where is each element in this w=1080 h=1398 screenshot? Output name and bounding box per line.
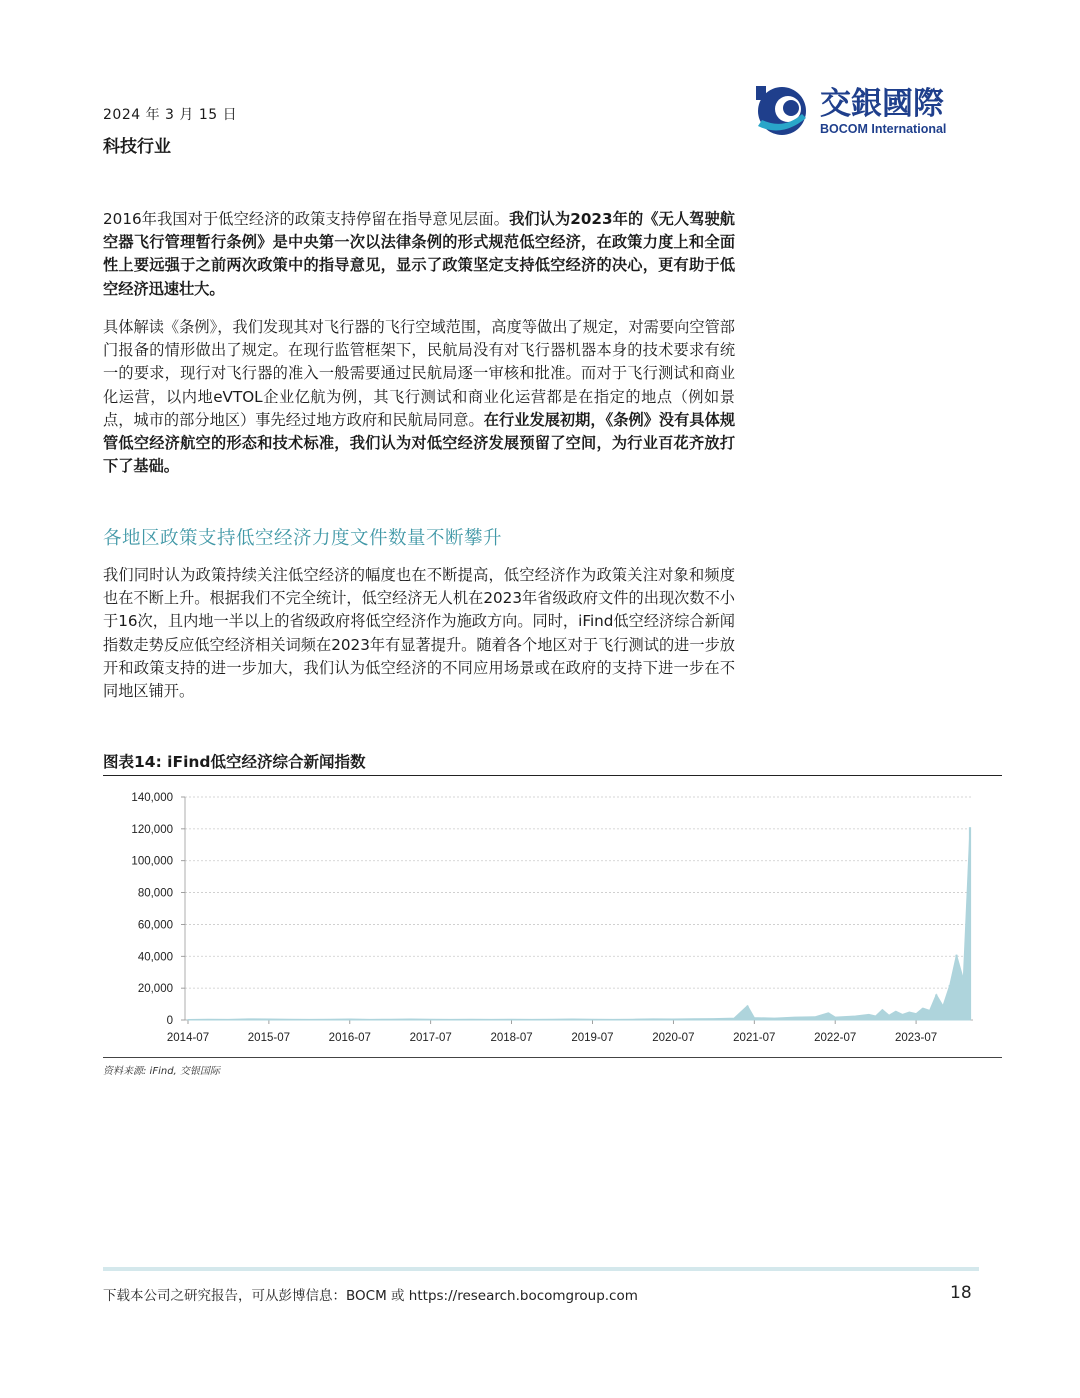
- paragraph-1-bold: 我们认为2023年的《无人驾驶航空器飞行管理暂行条例》是中央第一次以法律条例的形式规范低空经济，在政策力度上和全面性上要远强于之前两次政策中的指导意见，显示了政策坚定支持低空经济的决心，更有助于低空经济迅速壮大。: [103, 210, 735, 298]
- chart-source: 资料来源: iFind, 交银国际: [103, 1066, 220, 1077]
- section-heading: 各地区政策支持低空经济力度文件数量不断攀升: [103, 528, 503, 549]
- logo-cn-text: 交銀國際: [820, 86, 944, 121]
- industry-label: 科技行业: [103, 137, 171, 157]
- y-tick-label: 40,000: [137, 951, 173, 964]
- logo-en-text: BOCOM International: [820, 122, 947, 136]
- paragraph-policy-intro: [103, 208, 735, 301]
- series-area: [188, 827, 970, 1020]
- x-tick-label: 2019-07: [571, 1032, 614, 1044]
- x-tick-label: 2017-07: [409, 1032, 452, 1044]
- paragraph-2-text: 具体解读《条例》，我们发现其对飞行器的飞行空域范围，高度等做出了规定，对需要向空管部门报备的情形做出了规定。在现行监管框架下，民航局没有对飞行器机器本身的技术要求有统一的要求，现行对飞行器的准入一般需要通过民航局逐一审核和批准。而对于飞行测试和商业化运营，以内地eVTOL企业亿航为例，其飞行测试和商业化运营都是在指定的地点（例如景点，城市的部分地区）事先经过地方政府和民航局同意。: [103, 318, 735, 429]
- chart-y-axis: [131, 792, 185, 1027]
- chart-x-axis: [167, 1020, 973, 1044]
- y-tick-label: 60,000: [137, 919, 173, 932]
- y-tick-label: 20,000: [137, 983, 173, 996]
- x-tick-label: 2021-07: [733, 1032, 776, 1044]
- x-tick-label: 2022-07: [814, 1032, 857, 1044]
- y-tick-label: 80,000: [137, 887, 173, 900]
- footer-download-note: 下载本公司之研究报告，可从彭博信息：BOCM 或 https://research.bocomgroup.com: [103, 1288, 638, 1304]
- y-tick-label: 100,000: [131, 855, 173, 868]
- x-tick-label: 2016-07: [328, 1032, 371, 1044]
- paragraph-regional-policy: 我们同时认为政策持续关注低空经济的幅度也在不断提高，低空经济作为政策关注对象和频度也在不断上升。根据我们不完全统计，低空经济无人机在2023年省级政府文件的出现次数不小于16次，且内地一半以上的省级政府将低空经济作为施政方向。同时，iFind低空经济综合新闻指数走势反应低空经济相关词频在2023年有显著提升。随着各个地区对于飞行测试的进一步放开和政策支持的进一步加大，我们认为低空经济的不同应用场景或在政府的支持下进一步在不同地区铺开。: [103, 566, 735, 701]
- chart-title: 图表14: iFind低空经济综合新闻指数: [103, 753, 366, 771]
- x-tick-label: 2014-07: [166, 1032, 210, 1044]
- chart-gridlines: [185, 797, 973, 988]
- report-date: 2024 年 3 月 15 日: [103, 107, 238, 123]
- x-tick-label: 2018-07: [490, 1032, 533, 1044]
- page-number: 18: [950, 1283, 972, 1303]
- paragraph-regulation: [103, 316, 735, 478]
- news-index-chart: [103, 780, 1002, 1055]
- x-tick-label: 2020-07: [652, 1032, 695, 1044]
- y-tick-label: 120,000: [131, 823, 173, 836]
- chart-top-rule: [103, 775, 1002, 776]
- chart-bottom-rule: [103, 1057, 1002, 1058]
- paragraph-1-text: 2016年我国对于低空经济的政策支持停留在指导意见层面。: [103, 210, 510, 228]
- chart-series: [188, 827, 970, 1020]
- y-tick-label: 140,000: [131, 792, 173, 804]
- bocom-logo: [752, 78, 980, 142]
- y-tick-label: 0: [166, 1015, 173, 1027]
- x-tick-label: 2015-07: [247, 1032, 291, 1044]
- footer-divider: [103, 1267, 979, 1271]
- x-tick-label: 2023-07: [894, 1032, 938, 1044]
- paragraph-2-bold: 在行业发展初期，《条例》没有具体规管低空经济航空的形态和技术标准，我们认为对低空经济发展预留了空间，为行业百花齐放打下了基础。: [103, 410, 736, 476]
